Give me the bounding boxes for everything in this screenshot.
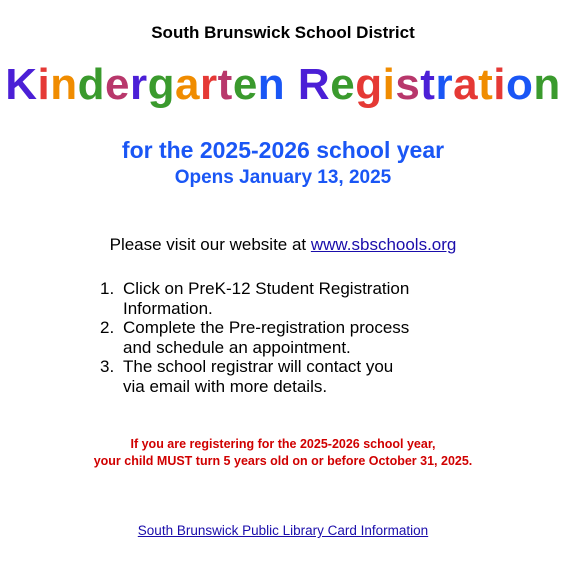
step-text: The school registrar will contact you via email with more details.: [123, 357, 394, 396]
page-title: [0, 60, 566, 110]
title-letter: [285, 60, 298, 109]
title-letter: o: [505, 60, 534, 109]
title-letter: s: [395, 60, 421, 109]
title-letter: i: [37, 60, 51, 109]
school-year-heading: for the 2025-2026 school year: [121, 137, 445, 163]
step-number: 2.: [100, 318, 115, 337]
title-letter: a: [175, 60, 201, 109]
library-card-link[interactable]: South Brunswick Public Library Card Information: [137, 523, 429, 538]
age-requirement-notice: [0, 436, 566, 470]
notice-line-2: your child MUST turn 5 years old on or before October 31, 2025.: [93, 454, 473, 468]
title-letter: t: [478, 60, 494, 109]
title-letter: r: [435, 60, 454, 109]
step-number: 1.: [100, 279, 115, 298]
visit-prefix-text: Please visit our website at: [109, 235, 311, 254]
title-letter: d: [77, 60, 106, 109]
title-letter: n: [50, 60, 78, 109]
registration-steps: [100, 279, 480, 396]
title-letter: n: [257, 60, 286, 109]
notice-line-1: If you are registering for the 2025-2026 school year,: [130, 437, 436, 451]
list-item: [100, 318, 480, 357]
step-text: Complete the Pre-registration process and schedule an appointment.: [123, 318, 410, 357]
title-letter: i: [382, 60, 396, 109]
title-letter: t: [217, 60, 233, 109]
title-letter: a: [453, 60, 479, 109]
title-letter: K: [5, 60, 38, 109]
title-letter: R: [297, 60, 331, 109]
title-letter: e: [330, 60, 356, 109]
list-item: [100, 357, 480, 396]
title-letter: g: [147, 60, 176, 109]
title-letter: g: [355, 60, 383, 109]
title-letter: r: [200, 60, 218, 109]
step-text: Click on PreK-12 Student Registration Information.: [123, 279, 410, 318]
title-letter: e: [232, 60, 258, 109]
website-instructions: [0, 235, 566, 255]
step-number: 3.: [100, 357, 115, 376]
title-letter: t: [420, 60, 436, 109]
list-item: [100, 279, 480, 318]
opening-date-heading: Opens January 13, 2025: [174, 167, 392, 188]
title-letter: n: [533, 60, 561, 109]
district-name: South Brunswick School District: [151, 23, 415, 42]
title-letter: i: [493, 60, 506, 109]
website-link[interactable]: www.sbschools.org: [310, 235, 457, 254]
title-letter: r: [130, 60, 148, 109]
library-card-section: [0, 523, 566, 538]
title-letter: e: [105, 60, 131, 109]
